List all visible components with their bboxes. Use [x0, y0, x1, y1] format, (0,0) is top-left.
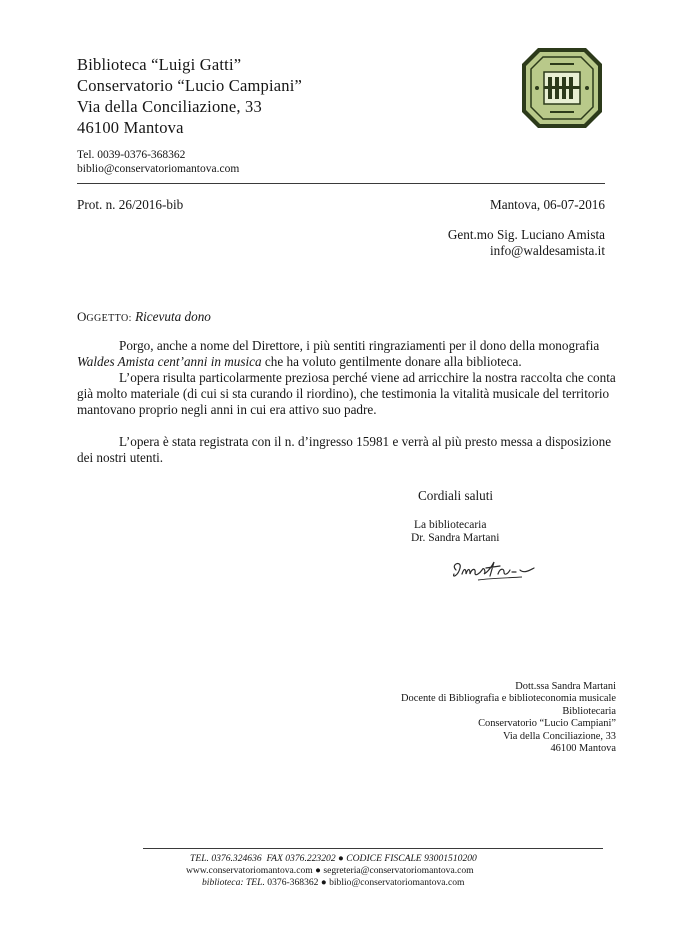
- footer-divider: [143, 848, 603, 849]
- letterhead-city: 46100 Mantova: [77, 118, 184, 137]
- footer-library-email: biblio@conservatoriomantova.com: [329, 877, 465, 888]
- footer-library-label: biblioteca: TEL.: [202, 877, 265, 888]
- signature-street: Via della Conciliazione, 33: [502, 730, 616, 742]
- subject-label-rest: GGETTO:: [86, 313, 132, 324]
- letterhead-institution: Conservatorio “Lucio Campiani”: [77, 76, 303, 95]
- header-divider: [77, 183, 605, 184]
- paragraph-3-line-2: dei nostri utenti.: [77, 450, 164, 465]
- footer-website: www.conservatoriomantova.com: [186, 865, 313, 876]
- bullet-icon: ●: [338, 853, 344, 864]
- footer-library-tel: 0376-368362: [267, 877, 319, 888]
- footer-cf: 93001510200: [424, 853, 477, 864]
- signature-block: [401, 681, 616, 755]
- book-title: Waldes Amista cent’anni in musica: [77, 354, 262, 369]
- paragraph-1-line-2-rest: che ha voluto gentilmente donare alla biblioteca.: [261, 354, 522, 369]
- paragraph-1-line-2: [77, 354, 522, 370]
- recipient-email: info@waldesamista.it: [489, 243, 605, 258]
- closing-name: Dr. Sandra Martani: [411, 532, 500, 544]
- closing-role: La bibliotecaria: [414, 519, 487, 531]
- recipient-name: Gent.mo Sig. Luciano Amista: [447, 227, 605, 242]
- paragraph-2-line-2: già molto materiale (di cui si sta curando il riordino), che testimonia la vitalità musicale del territorio: [77, 386, 610, 401]
- subject-text: Ricevuta dono: [135, 309, 211, 324]
- signature-institution: Conservatorio “Lucio Campiani”: [478, 718, 616, 730]
- letterhead-phone: Tel. 0039-0376-368362: [77, 149, 186, 161]
- protocol-number: Prot. n. 26/2016-bib: [77, 197, 184, 212]
- subject-line: [77, 309, 211, 327]
- footer-fax-label: FAX: [266, 853, 283, 864]
- footer-cf-label: CODICE FISCALE: [346, 853, 422, 864]
- bullet-icon: ●: [315, 865, 321, 876]
- signature-name: Dott.ssa Sandra Martani: [515, 681, 616, 692]
- paragraph-1-line-1: Porgo, anche a nome del Direttore, i più sentiti ringraziamenti per il dono della monografia: [119, 338, 600, 353]
- paragraph-3-line-1: L’opera è stata registrata con il n. d’ingresso 15981 e verrà al più presto messa a disposizione: [119, 434, 612, 449]
- signature-city: 46100 Mantova: [550, 743, 616, 755]
- signature-role: Bibliotecaria: [562, 705, 616, 717]
- letterhead-name: Biblioteca “Luigi Gatti”: [77, 55, 242, 74]
- signature-title: Docente di Bibliografia e biblioteconomia musicale: [401, 693, 616, 705]
- library-seal-icon: [520, 46, 604, 130]
- footer-fax: 0376.223202: [285, 853, 336, 864]
- paragraph-2-line-3: mantovano proprio negli anni in cui era attivo suo padre.: [77, 402, 377, 417]
- bullet-icon: ●: [320, 877, 327, 888]
- footer-line-1: [190, 853, 477, 865]
- footer-line-2: [186, 865, 474, 877]
- place-date: Mantova, 06-07-2016: [489, 197, 605, 212]
- letterhead-street: Via della Conciliazione, 33: [77, 97, 262, 116]
- subject-label-initial: O: [77, 309, 87, 324]
- letterhead-email: biblio@conservatoriomantova.com: [77, 163, 240, 175]
- handwritten-signature: [448, 556, 540, 586]
- footer-segreteria: segreteria@conservatoriomantova.com: [323, 865, 474, 876]
- footer-tel: TEL. 0376.324636: [190, 853, 262, 864]
- footer-line-3: [202, 877, 464, 889]
- paragraph-2-line-1: L’opera risulta particolarmente preziosa perché viene ad arricchire la nostra raccolta che conta: [119, 370, 616, 385]
- closing-salutation: Cordiali saluti: [418, 488, 494, 503]
